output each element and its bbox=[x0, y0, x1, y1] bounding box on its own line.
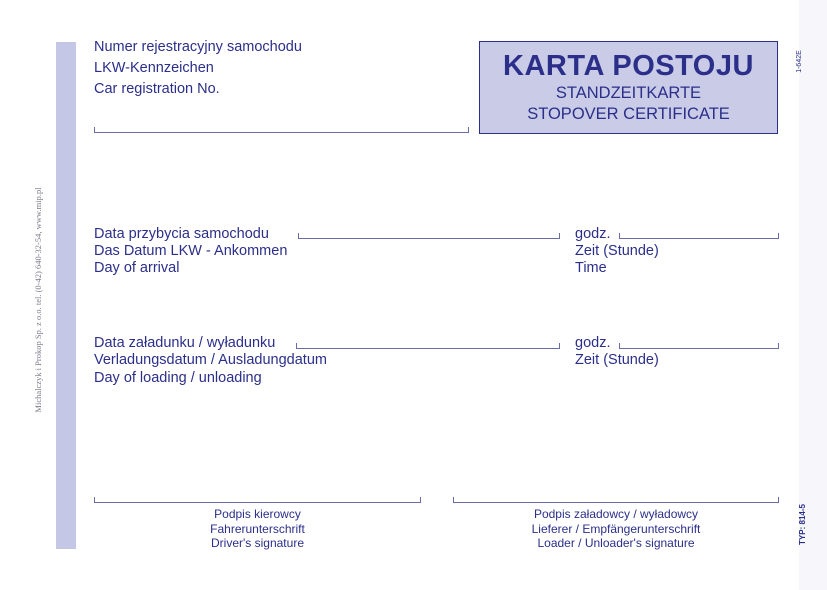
driver-signature-label bbox=[94, 507, 421, 551]
loading-label-pl: Data załadunku / wyładunku bbox=[94, 335, 276, 351]
loading-label-en: Day of loading / unloading bbox=[94, 370, 262, 386]
form-type: TYP: 814-5 bbox=[797, 504, 807, 545]
driver-signature-pl: Podpis kierowcy bbox=[214, 507, 301, 521]
arrival-date-field[interactable] bbox=[298, 233, 560, 239]
arrival-time-label-de: Zeit (Stunde) bbox=[575, 243, 659, 259]
driver-signature-en: Driver's signature bbox=[211, 536, 304, 550]
loader-signature-de: Lieferer / Empfängerunterschrift bbox=[531, 521, 701, 536]
document-title: KARTA POSTOJU bbox=[503, 50, 754, 82]
arrival-time-label-pl: godz. bbox=[575, 226, 611, 242]
binding-stripe bbox=[56, 42, 76, 549]
driver-signature-de: Fahrerunterschrift bbox=[210, 521, 305, 536]
registration-field[interactable] bbox=[94, 127, 469, 133]
registration-label-en: Car registration No. bbox=[94, 81, 220, 97]
arrival-time-field[interactable] bbox=[619, 233, 779, 239]
loading-date-field[interactable] bbox=[296, 343, 560, 349]
printer-imprint: Michalczyk i Prokop Sp. z o.o. tel. (0-42) 640-32-54, www.mip.pl bbox=[33, 187, 43, 413]
arrival-label-de: Das Datum LKW - Ankommen bbox=[94, 243, 288, 259]
title-box bbox=[479, 41, 778, 134]
loader-signature-en: Loader / Unloader's signature bbox=[537, 536, 695, 550]
arrival-label-pl: Data przybycia samochodu bbox=[94, 226, 269, 242]
registration-label-de: LKW-Kennzeichen bbox=[94, 60, 214, 76]
loader-signature-label bbox=[453, 507, 779, 551]
title-de: STANDZEITKARTE bbox=[555, 84, 702, 102]
arrival-time-label-en: Time bbox=[575, 260, 607, 276]
loading-time-field[interactable] bbox=[619, 343, 779, 349]
loading-label-de: Verladungsdatum / Ausladungdatum bbox=[94, 352, 327, 368]
title-en: STOPOVER CERTIFICATE bbox=[527, 105, 730, 123]
arrival-label-en: Day of arrival bbox=[94, 260, 180, 276]
loading-time-label-de: Zeit (Stunde) bbox=[575, 352, 659, 368]
right-margin-strip bbox=[799, 0, 827, 590]
loading-time-label-pl: godz. bbox=[575, 335, 611, 351]
loader-signature-field[interactable] bbox=[453, 497, 779, 503]
driver-signature-field[interactable] bbox=[94, 497, 421, 503]
registration-label-pl: Numer rejestracyjny samochodu bbox=[94, 39, 302, 55]
form-code: 1-642E bbox=[795, 50, 803, 73]
loader-signature-pl: Podpis załadowcy / wyładowcy bbox=[533, 507, 699, 521]
